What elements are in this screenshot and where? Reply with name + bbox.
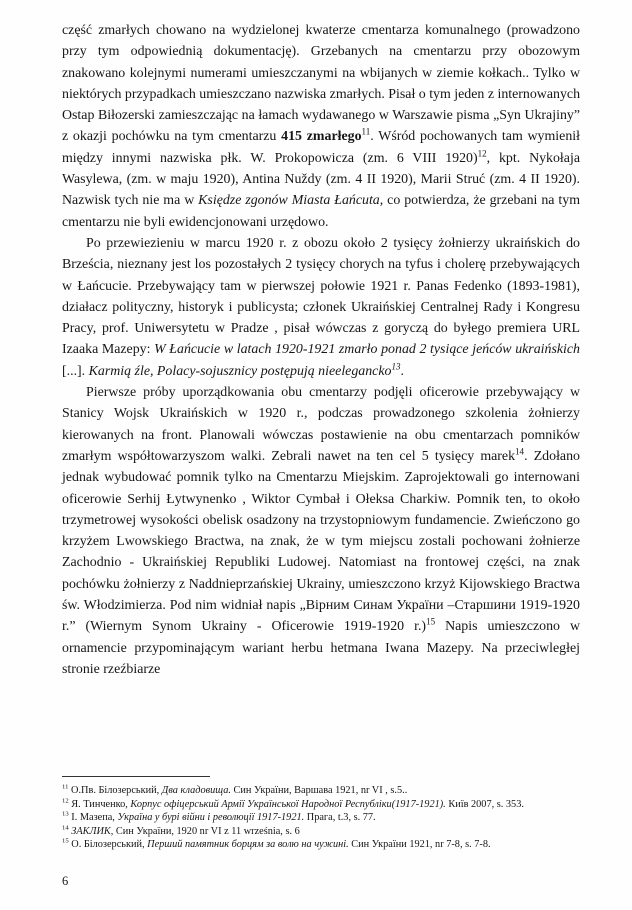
footnote-fn15 (62, 838, 592, 852)
text-run: Син України, 1920 nr VI z 11 września, s. 6 (113, 825, 300, 837)
text-run: , kpt. Nykołaja Wasylewa, (zm. w maju 1920), Antina Nuždy (zm. 4 II 1920), Marii Struć (zm. 4 II 1920). Nazwisk tych nie ma w (62, 150, 580, 209)
text-run: Karmią źle, Polacy-sojusznicy postępują nieelegancko (88, 363, 392, 379)
paragraph-p3 (62, 382, 580, 680)
text-run: Прага, t.3, s. 77. (304, 812, 376, 824)
footnote-ref: 13 (62, 810, 69, 818)
text-run: Україна у бурі війни і революції 1917-1921. (117, 812, 305, 824)
footnote-ref: 12 (477, 148, 487, 159)
text-run: . (400, 363, 404, 379)
footnote-ref: 11 (361, 126, 371, 137)
text-run: Київ 2007, s. 353. (445, 798, 524, 810)
footnote-separator (62, 776, 210, 777)
text-run: I. Мазепа, (68, 812, 118, 824)
text-run: część zmarłych chowano na wydzielonej kwaterze cmentarza komunalnego (prowadzono przy tym odpowiednią dokumentację). Grzebanych na cmentarzu przy obozowym znakowano kolejnymi numerami umieszczanymi na wbijanych w ziemie kołkach.. Tylko w niektórych przypadkach umieszczano nazwiska zmarłych. Pisał o tym jeden z internowanych Ostap Biłozerski zamieszczając na łamach wydawanego w Warszawie pisma „Syn Ukrajiny” z okazji pochówku na tym cmentarzu (62, 23, 581, 145)
text-run: Pierwsze próby uporządkowania obu cmentarzy podjęli oficerowie przebywający w Stanicy Wojsk Ukraińskich w 1920 r., podczas prowadzonego szkolenia żołnierzy kierowanych na front. Planowali wówczas postawienie na obu cmentarzach pomników zmarłym współtowarzyszom walki. Zebrali nawet na ten cel 5 tysięcy marek (62, 385, 580, 464)
footnote-ref: 11 (62, 783, 69, 791)
footnote-fn14 (62, 825, 592, 839)
text-run: Син України, Варшава 1921, nr VI , s.5.. (230, 785, 408, 796)
footnote-ref: 12 (62, 797, 69, 805)
text-run: . Zdołano jednak wybudować pomnik tylko na Cmentarzu Miejskim. Zaprojektowali go internowani oficerowie Serhij Łytwynenko , Wiktor Cymbał i Ołeksa Charkiw. Pomnik ten, to około trzymetrowej wysokości obelisk osadzony na trzystopniowym fundamencie. Zwieńczono go krzyżem Lwowskiego Bractwa, na znak, że w tym miejscu zostali pochowani żołnierze Zachodnio - Ukraińskiej Republiki Ludowej. Natomiast na frontowej części, na znak pochówku żołnierzy z Naddnieprzańskiej Ukrainy, umieszczono krzyż Kijowskiego Bractwa św. Włodzimierza. Pod nim widniał napis „Вірним Синам України –Старшини 1919-1920 r.” (Wiernym Synom Ukrainy - Oficerowie 1919-1920 r.) (62, 448, 580, 635)
text-run: О. Білозерський, (68, 839, 148, 851)
text-run: Я. Тинченко, (68, 798, 131, 810)
page-number: 6 (62, 874, 69, 888)
text-run: Перший памятник борцям за волю на чужині. (147, 839, 349, 851)
text-run: . Wśród pochowanych tam wymienił między innymi nazwiska płk. W. Prokopowicza (zm. 6 VIII 1920) (62, 129, 580, 166)
paragraph-p2 (62, 233, 580, 382)
text-run: Корпус офіцерський Армії Української Народної Республіки(1917-1921). (130, 798, 446, 810)
paragraph-p1 (62, 20, 580, 233)
text-run: Два кладовища. (161, 785, 231, 796)
text-run: Księdze zgonów Miasta Łańcuta, (198, 193, 384, 209)
footnote-ref: 14 (62, 824, 69, 832)
footnote-fn12 (62, 798, 592, 812)
footnote-ref: 15 (62, 837, 69, 845)
footnote-fn11 (62, 784, 592, 798)
text-run: W Łańcucie w latach 1920-1921 zmarło ponad 2 tysiące jeńców ukraińskich (154, 342, 580, 358)
footnote-ref: 13 (391, 361, 401, 372)
footnotes (62, 784, 592, 852)
text-run: Син України 1921, nr 7-8, s. 7-8. (348, 839, 491, 851)
text-run: О.Пв. Білозерський, (68, 785, 162, 796)
footnote-ref: 15 (426, 616, 436, 627)
text-run: Napis umieszczono w ornamencie przypominającym wariant herbu hetmana Iwana Mazepy. Na przeciwległej stronie rzeźbiarze (62, 619, 580, 677)
text-run: 415 zmarłego (281, 129, 362, 145)
text-run: Po przewiezieniu w marcu 1920 r. z obozu około 2 tysięcy żołnierzy ukraińskich do Brześcia, nieznany jest los pozostałych 2 tysięcy chorych na tyfus i cholerę przebywających w Łańcucie. Przebywający tam w pierwszej połowie 1921 r. Panas Fedenko (1893-1981), działacz polityczny, historyk i publicysta; członek Ukraińskiej Centralnej Rady i Kongresu Pracy, prof. Uniwersytetu w Pradze , pisał wówczas z goryczą do byłego premiera URL Izaaka Mazepy: (62, 235, 580, 358)
text-run: co potwierdza, że grzebani na tym cmentarzu nie byli ewidencjonowani urzędowo. (62, 193, 581, 230)
text-run: [...]. (62, 363, 89, 379)
body-text (62, 20, 580, 680)
footnote-fn13 (62, 811, 592, 825)
text-run: ЗАКЛИК, (71, 825, 114, 837)
footnote-ref: 14 (515, 446, 525, 457)
